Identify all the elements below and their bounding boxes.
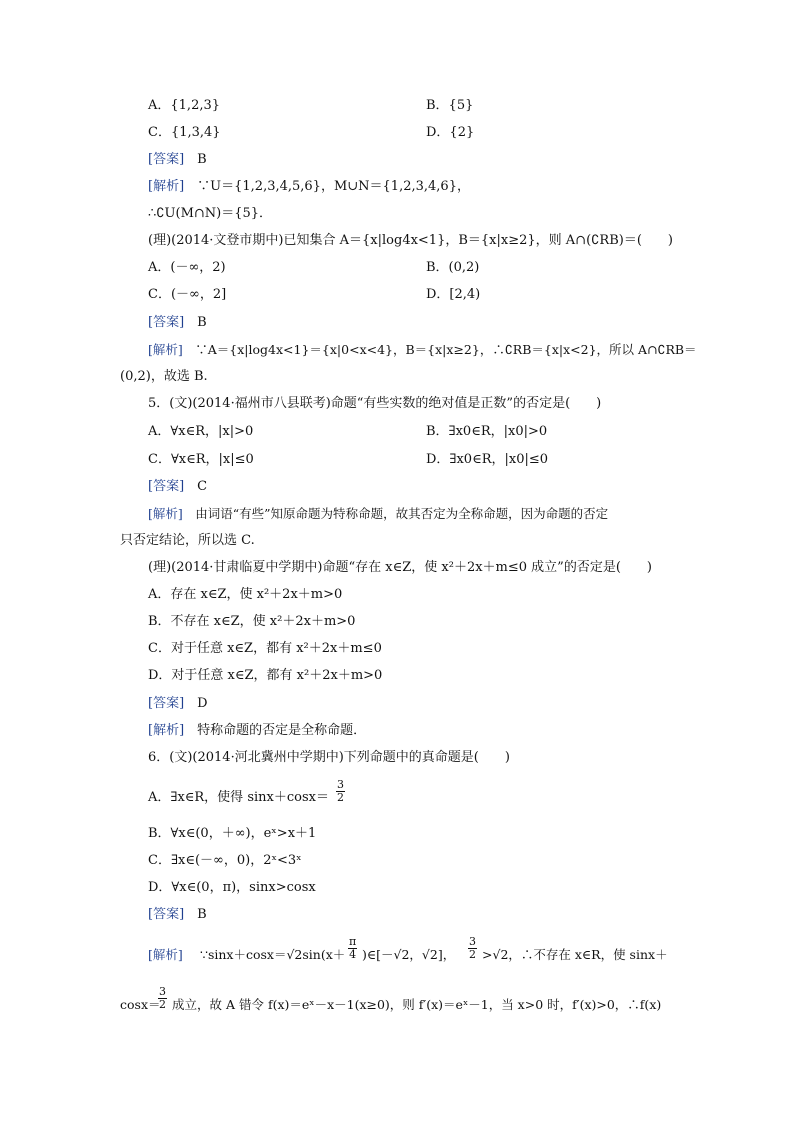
analysis-label: [解析] xyxy=(148,723,185,738)
option-b: B．∃x0∈R，|x0|>0 xyxy=(426,424,548,439)
option-c: C．对于任意 x∈Z，都有 x²＋2x＋m≤0 xyxy=(148,641,382,656)
fraction-denominator: 4 xyxy=(349,948,357,961)
option-a: A．∀x∈R，|x|>0 xyxy=(148,424,254,439)
fraction-3-over-2 xyxy=(468,936,477,961)
analysis-text: )∈[－√2，√2]， xyxy=(362,947,456,962)
fraction-3-over-2 xyxy=(158,986,167,1011)
analysis-label: [解析] xyxy=(148,179,185,194)
option-d: D．[2,4) xyxy=(426,287,481,302)
answer-value: B xyxy=(197,152,207,167)
analysis-text: ∵U＝{1,2,3,4,5,6}，M∪N＝{1,2,3,4,6}， xyxy=(197,179,470,194)
option-d: D．{2} xyxy=(426,125,475,140)
fraction-pi-over-4 xyxy=(348,936,357,961)
fraction-denominator: 2 xyxy=(159,998,166,1011)
answer-label: [答案] xyxy=(148,696,185,711)
fraction-denominator: 2 xyxy=(469,948,476,961)
answer-label: [答案] xyxy=(148,315,185,330)
analysis-label: [解析] xyxy=(148,342,183,357)
analysis-line xyxy=(148,178,470,196)
analysis-text: (0,2)，故选 B. xyxy=(120,369,208,384)
answer-line xyxy=(148,314,207,332)
analysis-text: 由词语“有些”知原命题为特称命题，故其否定为全称命题，因为命题的否定 xyxy=(195,506,609,521)
analysis-text: 只否定结论，所以选 C. xyxy=(120,533,255,548)
analysis-text: ∵A＝{x|log4x<1}＝{x|0<x<4}，B＝{x|x≥2}，∴∁RB＝{x|x<2}，所以 A∩∁RB＝ xyxy=(195,342,697,357)
option-b: B．不存在 x∈Z，使 x²＋2x＋m>0 xyxy=(148,614,356,629)
analysis-text: ∵sinx＋cosx＝√2sin(x＋ xyxy=(200,947,346,962)
answer-value: C xyxy=(197,479,208,494)
analysis-label: [解析] xyxy=(148,506,183,521)
fraction-numerator: π xyxy=(349,935,357,948)
fraction-numerator: 3 xyxy=(469,935,476,948)
fraction-3-over-2 xyxy=(336,779,345,804)
option-a: A．存在 x∈Z，使 x²＋2x＋m>0 xyxy=(148,587,343,602)
option-a: A．∃x∈R，使得 sinx＋cosx＝ xyxy=(148,790,329,805)
answer-line xyxy=(148,151,207,169)
option-d: D．∀x∈(0，π)，sinx>cosx xyxy=(148,880,316,895)
answer-value: D xyxy=(197,696,208,711)
analysis-text: cosx＝ xyxy=(120,997,161,1012)
analysis-line xyxy=(148,722,366,740)
option-c: C．∃x∈(－∞，0)，2ˣ<3ˣ xyxy=(148,853,302,868)
option-c: C．{1,3,4} xyxy=(148,125,221,140)
option-b: B．(0,2) xyxy=(426,260,480,275)
analysis-text: 特称命题的否定是全称命题． xyxy=(197,723,367,738)
answer-value: B xyxy=(197,907,207,922)
analysis-text: 成立，故 A 错令 f(x)＝eˣ－x－1(x≥0)，则 f′(x)＝eˣ－1，当 x>0 时，f′(x)>0，∴f(x) xyxy=(172,997,662,1012)
analysis-text: ∴∁U(M∩N)＝{5}． xyxy=(148,206,273,221)
option-c: C．∀x∈R，|x|≤0 xyxy=(148,452,254,467)
question-stem: (理)(2014·甘肃临夏中学期中)命题“存在 x∈Z，使 x²＋2x＋m≤0 成立”的否定是( ) xyxy=(148,560,652,575)
answer-line xyxy=(148,906,207,924)
option-d: D．对于任意 x∈Z，都有 x²＋2x＋m>0 xyxy=(148,668,383,683)
analysis-label: [解析] xyxy=(148,947,183,962)
analysis-line xyxy=(148,505,608,523)
analysis-line xyxy=(148,341,697,359)
option-a: A．{1,2,3} xyxy=(148,98,221,113)
answer-value: B xyxy=(197,315,207,330)
option-c: C．(－∞，2] xyxy=(148,287,227,302)
option-a: A．(－∞，2) xyxy=(148,260,226,275)
analysis-text: >√2，∴不存在 x∈R，使 sinx＋ xyxy=(482,947,668,962)
option-b: B．∀x∈(0，＋∞)，eˣ>x＋1 xyxy=(148,826,317,841)
option-d: D．∃x0∈R，|x0|≤0 xyxy=(426,452,549,467)
answer-label: [答案] xyxy=(148,479,185,494)
question-stem: (理)(2014·文登市期中)已知集合 A＝{x|log4x<1}，B＝{x|x≥2}，则 A∩(∁RB)＝( ) xyxy=(148,233,673,248)
question-stem: 6．(文)(2014·河北冀州中学期中)下列命题中的真命题是( ) xyxy=(148,750,510,765)
answer-label: [答案] xyxy=(148,152,185,167)
question-stem: 5．(文)(2014·福州市八县联考)命题“有些实数的绝对值是正数”的否定是( ) xyxy=(148,396,602,411)
fraction-numerator: 3 xyxy=(337,778,344,791)
fraction-denominator: 2 xyxy=(337,791,344,804)
option-b: B．{5} xyxy=(426,98,474,113)
fraction-numerator: 3 xyxy=(159,985,166,998)
answer-line xyxy=(148,478,207,496)
answer-line xyxy=(148,695,208,713)
answer-label: [答案] xyxy=(148,907,185,922)
